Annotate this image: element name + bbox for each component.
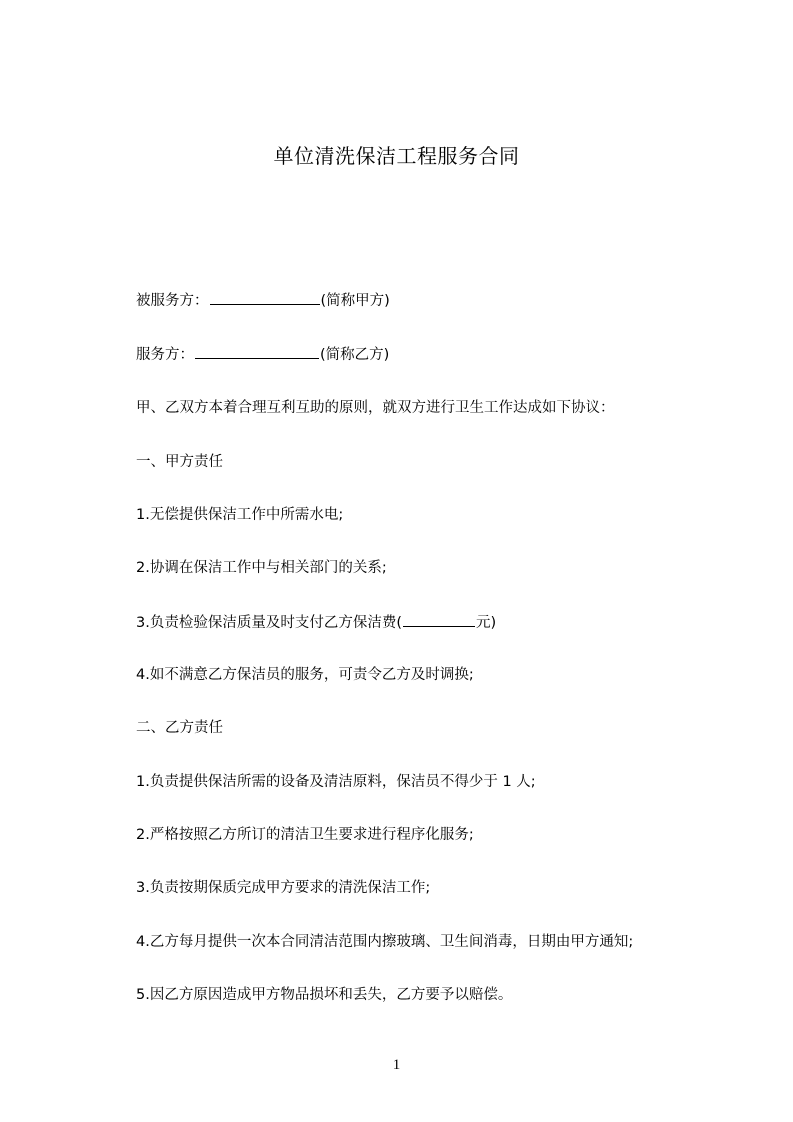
- section-b-heading: 二、乙方责任: [136, 720, 223, 736]
- party-a-label: 被服务方：: [136, 293, 209, 309]
- party-b-label: 服务方：: [136, 347, 194, 363]
- party-b-suffix: (简称乙方): [320, 347, 390, 363]
- section-a-item-3: [136, 612, 716, 633]
- section-b-item-2: 2.严格按照乙方所订的清洁卫生要求进行程序化服务;: [136, 827, 474, 843]
- section-a-item-1: 1.无偿提供保洁工作中所需水电;: [136, 507, 344, 523]
- section-a-item-2: 2.协调在保洁工作中与相关部门的关系;: [136, 560, 387, 576]
- party-b-blank: [195, 344, 319, 359]
- section-a-item-4: 4.如不满意乙方保洁员的服务，可责令乙方及时调换;: [136, 667, 474, 683]
- intro-paragraph: 甲、乙双方本着合理互利互助的原则，就双方进行卫生工作达成如下协议：: [136, 400, 615, 416]
- section-b-item-5: 5.因乙方原因造成甲方物品损坏和丢失，乙方要予以赔偿。: [136, 987, 513, 1003]
- party-b-line: [136, 344, 716, 365]
- document-title: 单位清洗保洁工程服务合同: [273, 144, 520, 168]
- section-b-item-4: 4.乙方每月提供一次本合同清洁范围内擦玻璃、卫生间消毒，日期由甲方通知;: [136, 934, 634, 950]
- section-a-heading: 一、甲方责任: [136, 454, 223, 470]
- fee-blank: [403, 612, 475, 627]
- section-b-item-3: 3.负责按期保质完成甲方要求的清洗保洁工作;: [136, 880, 431, 896]
- page-number: 1: [392, 1057, 401, 1073]
- party-a-suffix: (简称甲方): [320, 293, 390, 309]
- party-a-line: [136, 290, 716, 311]
- section-a-item-3-text: 3.负责检验保洁质量及时支付乙方保洁费(: [136, 615, 402, 631]
- party-a-blank: [210, 290, 320, 305]
- section-a-item-3-suffix: 元): [476, 615, 497, 631]
- section-b-item-1: 1.负责提供保洁所需的设备及清洁原料，保洁员不得少于 1 人;: [136, 774, 536, 790]
